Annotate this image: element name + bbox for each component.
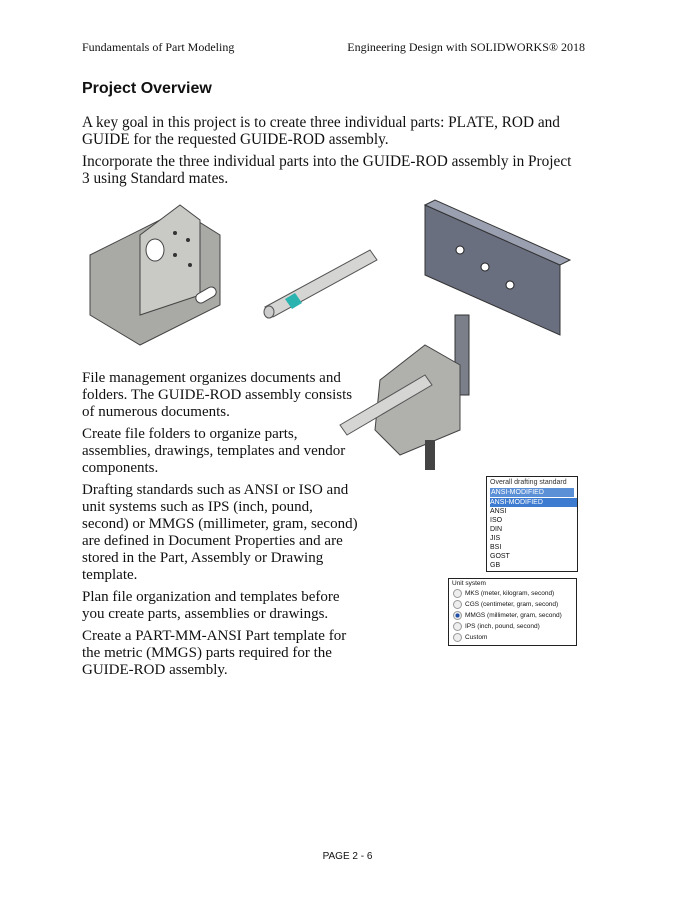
drafting-standard-selected[interactable]: ANSI-MODIFIED (490, 488, 574, 497)
body-paragraph: Create file folders to organize parts, assemblies, drawings, templates and vendor components. (82, 426, 346, 476)
intro-paragraph: Incorporate the three individual parts into the GUIDE-ROD assembly in Project 3 using Standard mates. (82, 153, 572, 187)
radio-icon[interactable] (453, 600, 462, 609)
dropdown-option[interactable]: DIN (490, 526, 503, 533)
plate-part-image (425, 200, 570, 335)
unit-radio-ips[interactable] (453, 622, 576, 631)
radio-label: Custom (465, 634, 488, 641)
drafting-standard-dropdown[interactable] (486, 476, 578, 572)
guide-part-image (90, 205, 220, 345)
page-number: PAGE 2 - 6 (322, 851, 373, 862)
header-right: Engineering Design with SOLIDWORKS® 2018 (347, 40, 585, 54)
radio-label: MMGS (millimeter, gram, second) (465, 612, 562, 619)
unit-system-label: Unit system (452, 580, 486, 587)
drafting-standard-label: Overall drafting standard (490, 479, 567, 486)
dropdown-option[interactable]: ANSI (490, 508, 507, 515)
unit-radio-custom[interactable] (453, 633, 576, 642)
radio-selected-icon[interactable] (453, 611, 462, 620)
radio-icon[interactable] (453, 622, 462, 631)
body-paragraph: Create a PART-MM-ANSI Part template for the metric (MMGS) parts required for the GUIDE-ROD assembly. (82, 628, 347, 678)
radio-icon[interactable] (453, 633, 462, 642)
dropdown-option[interactable]: GOST (490, 553, 510, 560)
rod-part-image (264, 250, 377, 318)
body-paragraph: Plan file organization and templates before you create parts, assemblies or drawings. (82, 589, 340, 622)
radio-icon[interactable] (453, 589, 462, 598)
header-left: Fundamentals of Part Modeling (82, 40, 235, 54)
radio-label: MKS (meter, kilogram, second) (465, 590, 555, 597)
unit-radio-cgs[interactable] (453, 600, 576, 609)
unit-radio-mmgs[interactable] (453, 611, 576, 620)
body-paragraph: File management organizes documents and folders. The GUIDE-ROD assembly consists of numerous documents. (82, 370, 353, 420)
dropdown-option[interactable]: ANSI-MODIFIED (490, 498, 577, 507)
intro-paragraph: A key goal in this project is to create three individual parts: PLATE, ROD and GUIDE for the requested GUIDE-ROD assembly. (82, 114, 560, 148)
body-paragraph: Drafting standards such as ANSI or ISO and unit systems such as IPS (inch, pound, second) or MMGS (millimeter, gram, second) are defined in Document Properties and are stored in the Part, Assembly or Drawing template. (82, 482, 358, 583)
dropdown-option[interactable]: GB (490, 562, 501, 569)
dropdown-option[interactable]: JIS (490, 535, 501, 542)
unit-radio-mks[interactable] (453, 589, 576, 598)
unit-system-group (448, 578, 577, 646)
radio-label: CGS (centimeter, gram, second) (465, 601, 559, 608)
page-title: Project Overview (82, 80, 212, 97)
radio-label: IPS (inch, pound, second) (465, 623, 540, 630)
left-text-column (82, 370, 360, 684)
dropdown-option[interactable]: ISO (490, 517, 503, 524)
dropdown-option[interactable]: BSI (490, 544, 502, 551)
